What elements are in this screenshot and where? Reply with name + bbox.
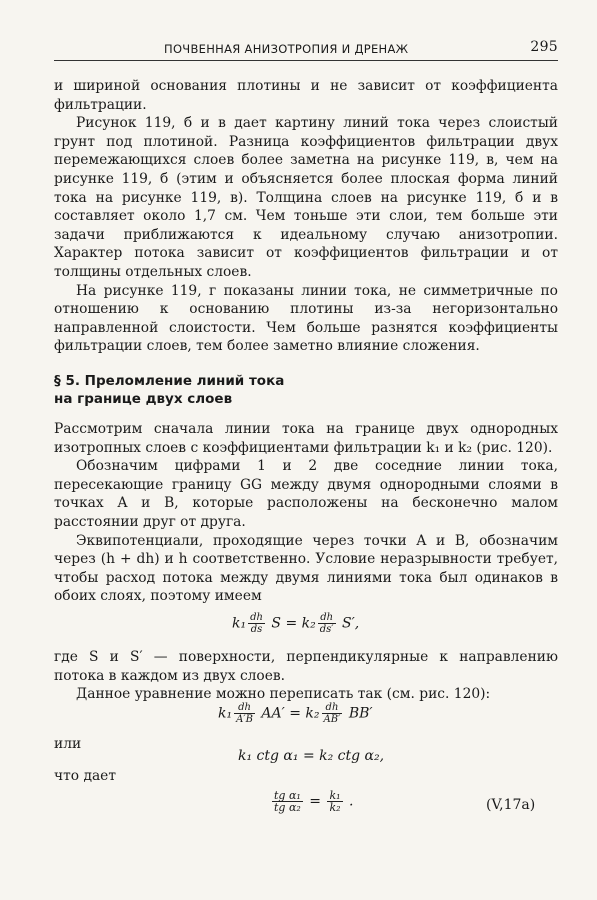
formula-1-fraction-2 [318,612,336,635]
formula-1 [232,612,359,635]
section-heading [54,372,284,408]
formula-2 [218,702,373,725]
formula-2-end: BB′ [348,705,373,722]
word-chto-daet: что дает [54,768,116,784]
section-heading-line-1: § 5. Преломление линий тока [54,373,285,389]
formula-2-numerator-2: dh [322,702,343,714]
formula-4-denominator-1: tg α₂ [274,801,301,814]
paragraph-2: Рисунок 119, б и в дает картину линий тока через слоистый грунт под плотиной. Разница коэффициентов фильтрации двух перемежающихся слоев более заметна на рисунке 119, в, чем на рисунке 119, б (этим и объясняется более плоская форма линий тока на рисунке 119, в). Толщина слоев на рисунке 119, б и в составляет около 1,7 см. Чем тоньше эти слои, тем больше эти задачи приближаются к идеальному случаю анизотропии. Характер потока зависит от коэффициентов фильтрации и от толщины отдельных слоев. [54,115,558,280]
formula-2-k1: k₁ [218,705,233,722]
formula-4-period: . [348,793,354,810]
formula-1-k1: k₁ [232,615,247,632]
formula-1-fraction-1 [248,612,265,635]
paragraph-5: Обозначим цифрами 1 и 2 две соседние линии тока, пересекающие границу GG между двумя однородными слоями в точках A и B, которые расположены на бесконечно малом расстоянии друг от друга. [54,458,558,530]
formula-1-denominator-2: ds′ [319,624,334,635]
formula-2-denominator-1: A′B [236,714,253,725]
formula-2-fraction-1 [234,702,255,725]
formula-4-fraction-1 [272,790,303,813]
paragraph-8: Данное уравнение можно переписать так (см. рис. 120): [76,686,491,703]
formula-2-fraction-2 [322,702,343,725]
paragraph-block-bottom [54,420,558,606]
formula-4 [270,790,353,813]
formula-4-fraction-2 [327,790,342,813]
formula-4-equals: = [309,793,321,810]
word-ili: или [54,736,82,752]
paragraph-1: и шириной основания плотины и не зависит от коэффициента фильтрации. [54,78,558,113]
formula-3: k₁ ctg α₁ = k₂ ctg α₂, [238,748,385,764]
running-header [54,38,558,61]
formula-1-denominator-1: ds [250,624,263,635]
paragraph-7: где S и S′ — поверхности, перпендикулярные к направлению потока в каждом из двух слоев. [54,649,558,684]
formula-1-end: S′, [342,615,360,632]
formula-1-middle: S = k₂ [271,615,316,632]
page-number: 295 [530,39,558,55]
equation-number: (V,17a) [486,797,536,813]
formula-2-numerator-1: dh [234,702,255,714]
formula-1-numerator-1: dh [250,612,263,623]
formula-2-middle: AA′ = k₂ [261,705,320,722]
paragraph-block-top [54,77,558,356]
formula-4-numerator-1: tg α₁ [274,789,301,802]
paragraph-block-mid [54,648,558,704]
paragraph-4: Рассмотрим сначала линии тока на границе двух однородных изотропных слоев с коэффициентами фильтрации k₁ и k₂ (рис. 120). [54,421,558,456]
formula-4-denominator-2: k₂ [329,801,341,814]
formula-1-numerator-2: dh [318,612,336,624]
section-heading-line-2: на границе двух слоев [54,391,233,407]
formula-4-numerator-2: k₁ [329,789,341,802]
header-title: ПОЧВЕННАЯ АНИЗОТРОПИЯ И ДРЕНАЖ [164,42,409,56]
paragraph-3: На рисунке 119, г показаны линии тока, не симметричные по отношению к основанию плотины из-за негоризонтально направленной слоистости. Чем больше разнятся коэффициенты фильтрации слоев, тем более заметно влияние сложения. [54,282,558,355]
formula-2-denominator-2: AB′ [323,714,341,725]
paragraph-6: Эквипотенциали, проходящие через точки A и B, обозначим через (h + dh) и h соответственно. Условие неразрывности требует, чтобы расход потока между двумя линиями тока был одинаков в обоих слоях, поэтому имеем [54,532,558,605]
